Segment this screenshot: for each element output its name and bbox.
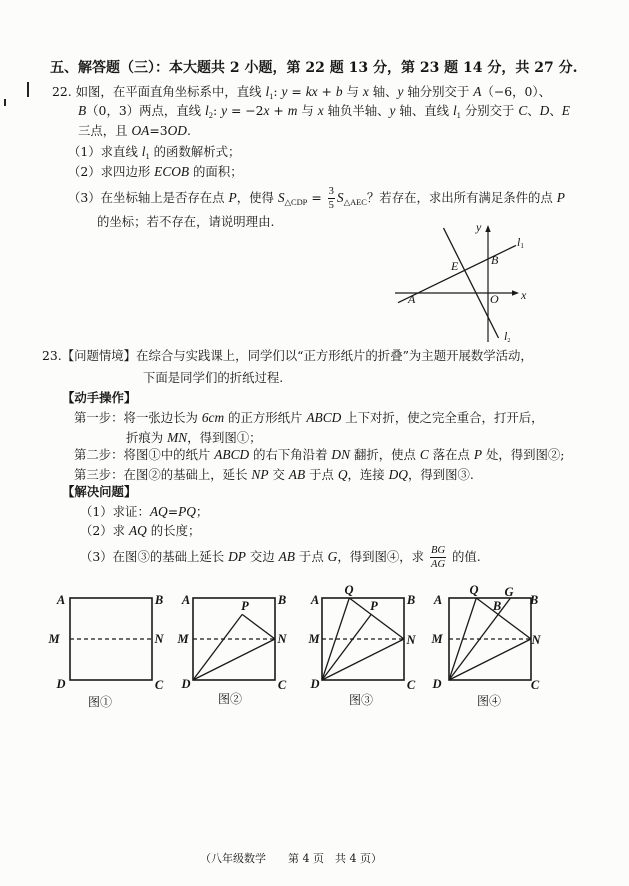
- text-run: ，得到图①；: [187, 430, 262, 445]
- vertex-label: N: [154, 632, 164, 646]
- segment-dn: [322, 639, 404, 680]
- figure-caption: 图④: [476, 694, 502, 708]
- q23-step-1: [74, 410, 544, 426]
- text-run: 【动手操作】: [62, 390, 137, 405]
- text-run: 【解决问题】: [62, 484, 137, 499]
- math-symbol: C: [518, 103, 528, 118]
- point-e-label: E: [451, 259, 459, 273]
- text-run: （3）在坐标轴上是否存在点: [68, 190, 229, 206]
- square-abcd: [70, 598, 152, 680]
- fraction-numerator: 3: [328, 186, 335, 199]
- text-run: 、: [549, 103, 562, 118]
- math-symbol: ABCD: [306, 410, 342, 425]
- q23-step-3: [74, 467, 474, 483]
- text-run: 的值.: [448, 549, 481, 565]
- text-run: =3: [149, 123, 168, 138]
- square-abcd: [322, 598, 404, 680]
- vertex-label: D: [181, 677, 191, 691]
- origin-label: O: [490, 292, 499, 306]
- text-run: 轴、直线: [395, 103, 453, 118]
- text-run: 下面是同学们的折纸过程.: [143, 370, 284, 385]
- text-run: 第三步：在图②的基础上，延长: [74, 467, 252, 482]
- subscript: △CDP: [284, 197, 308, 207]
- figure-caption: 图①: [87, 695, 113, 709]
- vertex-label: N: [277, 632, 287, 646]
- text-run: 轴、: [368, 84, 398, 99]
- segment-pn: [242, 614, 275, 639]
- math-symbol: G: [327, 549, 338, 565]
- segment-dn: [193, 639, 275, 680]
- text-run: 的面积；: [189, 164, 243, 179]
- subscript: 2: [208, 109, 213, 120]
- vertex-label: Q: [344, 583, 354, 597]
- q22-line: [78, 103, 570, 123]
- text-run: 交边: [245, 549, 279, 565]
- math-symbol: NP: [251, 467, 269, 482]
- text-run: 处，得到图②;: [482, 447, 565, 462]
- text-run: :: [212, 103, 222, 118]
- text-run: （1）求直线: [68, 144, 142, 159]
- text-run: 交: [268, 467, 289, 482]
- math-symbol: DN: [331, 447, 350, 462]
- vertex-label: M: [177, 632, 189, 646]
- fraction: [430, 545, 446, 570]
- text-run: （3）在图③的基础上延长: [80, 549, 229, 565]
- math-symbol: MN: [167, 430, 188, 445]
- q23-line: [143, 370, 283, 386]
- math-symbol: P: [228, 190, 237, 206]
- fraction: [328, 186, 335, 211]
- text-run: ，连接: [347, 467, 389, 482]
- text-run: 落在点: [428, 447, 474, 462]
- math-symbol: P: [556, 190, 565, 206]
- text-run: 翻折，使点: [350, 447, 420, 462]
- math-symbol: y: [281, 84, 288, 99]
- vertex-label: C: [530, 678, 540, 692]
- q23-line: [42, 348, 533, 364]
- vertex-label: P: [370, 599, 378, 613]
- fraction-denominator: 5: [328, 200, 334, 212]
- segment-dp: [193, 614, 242, 680]
- text-run: ，使得: [236, 190, 278, 206]
- math-symbol: AQ: [129, 523, 147, 538]
- q23-step-2: [74, 447, 564, 463]
- page-footer: （八年级数学 第 4 页 共 4 页）: [200, 852, 382, 865]
- math-symbol: y: [397, 84, 404, 99]
- math-symbol: AB: [278, 549, 295, 565]
- q22-coordinate-figure: [380, 215, 540, 350]
- math-symbol: B: [78, 103, 87, 118]
- text-run: 的正方形纸片: [224, 410, 307, 425]
- text-run: ，得到图③.: [407, 467, 474, 482]
- text-run: 与: [297, 103, 318, 118]
- text-run: （−6，0）、: [481, 84, 551, 99]
- point-b-label: B: [491, 253, 499, 267]
- math-symbol: S: [277, 190, 285, 206]
- math-symbol: m: [287, 103, 298, 118]
- math-symbol: b: [335, 84, 343, 99]
- line-l1-name: l: [517, 235, 521, 249]
- text-run: .: [186, 123, 191, 138]
- vertex-label: D: [310, 677, 320, 691]
- q23-part-3: [80, 545, 481, 570]
- q23-section-heading: [62, 484, 136, 500]
- subscript: 1: [456, 109, 461, 120]
- q22-part-2: [68, 164, 243, 180]
- text-run: 轴分别交于: [403, 84, 474, 99]
- text-run: 22. 如图，在平面直角坐标系中，直线: [52, 84, 266, 99]
- q23-part-1: [80, 504, 208, 520]
- math-symbol: DP: [228, 549, 246, 565]
- square-abcd: [449, 598, 531, 680]
- scan-mark: [4, 99, 6, 106]
- text-run: 第一步：将一张边长为: [74, 410, 202, 425]
- text-run: 与: [342, 84, 363, 99]
- x-axis-arrow-icon: [512, 290, 519, 295]
- text-run: 的长度；: [146, 523, 201, 538]
- math-symbol: l: [265, 84, 270, 99]
- math-symbol: x: [317, 103, 324, 118]
- line-l2-name: l: [504, 329, 508, 343]
- figure-caption: 图③: [348, 693, 374, 707]
- vertex-label: A: [181, 593, 191, 607]
- text-run: 三点，且: [78, 123, 132, 138]
- subscript: 1: [145, 150, 150, 161]
- text-run: +: [269, 103, 288, 118]
- figure-1: [47, 593, 164, 709]
- vertex-label: B: [277, 593, 287, 607]
- q23-part-2: [80, 523, 200, 539]
- figure-caption: 图②: [217, 692, 243, 706]
- text-run: =: [307, 190, 326, 206]
- line-l2-subscript: 2: [507, 338, 511, 344]
- math-symbol: DQ: [388, 467, 408, 482]
- text-run: :: [273, 84, 282, 99]
- math-symbol: PQ: [178, 504, 196, 519]
- vertex-label: B: [406, 593, 416, 607]
- vertex-label: Q: [469, 583, 479, 597]
- math-symbol: y: [389, 103, 396, 118]
- math-symbol: OA: [131, 123, 150, 138]
- fraction-denominator: AG: [431, 559, 446, 571]
- math-symbol: A: [473, 84, 482, 99]
- math-symbol: x: [362, 84, 369, 99]
- math-symbol: l: [141, 144, 146, 159]
- square-abcd: [193, 598, 275, 680]
- text-run: 的函数解析式；: [149, 144, 241, 159]
- q22-line: [52, 84, 551, 104]
- math-symbol: ABCD: [214, 447, 250, 462]
- text-run: 轴负半轴、: [323, 103, 390, 118]
- segment-dp: [322, 614, 371, 680]
- text-run: （0，3）两点，直线: [86, 103, 206, 118]
- vertex-label: B: [529, 593, 539, 607]
- vertex-label: C: [154, 678, 164, 692]
- q22-part-3-continued: [97, 214, 274, 230]
- math-symbol: ECOB: [154, 164, 190, 179]
- text-run: （2）求四边形: [68, 164, 155, 179]
- text-run: 、: [527, 103, 540, 118]
- math-symbol: D: [539, 103, 550, 118]
- vertex-label: C: [277, 678, 287, 692]
- vertex-label: B: [492, 599, 502, 613]
- q22-part-3: [68, 186, 565, 213]
- text-run: 上下对折，使之完全重合，打开后，: [341, 410, 544, 425]
- text-run: +: [317, 84, 336, 99]
- vertex-label: N: [531, 633, 541, 647]
- text-run: 于点: [294, 549, 328, 565]
- figure-4: [430, 583, 541, 708]
- y-axis-label: y: [476, 220, 482, 234]
- math-symbol: kx: [305, 84, 318, 99]
- vertex-label: A: [56, 593, 66, 607]
- section-header: 五、解答题（三）：本大题共 2 小题，第 22 题 13 分，第 23 题 14 分，共 27 分.: [50, 60, 578, 76]
- vertex-label: D: [56, 677, 66, 691]
- vertex-label: B: [154, 593, 164, 607]
- text-run: 第二步：将图①中的纸片: [74, 447, 215, 462]
- text-run: ？若存在，求出所有满足条件的点: [366, 190, 557, 206]
- text-run: 23.【问题情境】在综合与实践课上，同学们以“正方形纸片的折叠”为主题开展数学活动，: [42, 348, 533, 363]
- vertex-label: M: [48, 632, 60, 646]
- figure-2: [176, 593, 287, 706]
- math-symbol: x: [263, 103, 270, 118]
- vertex-label: M: [431, 632, 443, 646]
- scan-mark: [27, 82, 29, 97]
- vertex-label: D: [432, 677, 442, 691]
- text-run: 的右下角沿着: [249, 447, 332, 462]
- math-symbol: AQ: [149, 504, 168, 519]
- math-symbol: 6cm: [201, 410, 225, 425]
- vertex-label: P: [241, 599, 249, 613]
- segment-dn: [449, 639, 531, 680]
- q22-line: [78, 123, 191, 139]
- line-l1-label: [517, 235, 524, 250]
- subscript: △AEC: [343, 197, 367, 207]
- text-run: ；: [195, 504, 209, 519]
- point-a-label: A: [408, 292, 416, 306]
- y-axis-arrow-icon: [485, 225, 490, 232]
- text-run: 的坐标；若不存在，请说明理由.: [97, 214, 275, 229]
- math-symbol: E: [561, 103, 570, 118]
- math-symbol: AB: [288, 467, 306, 482]
- q23-section-heading: [62, 390, 136, 406]
- vertex-label: M: [308, 632, 320, 646]
- text-run: =: [167, 504, 179, 519]
- math-symbol: C: [419, 447, 429, 462]
- math-symbol: S: [336, 190, 344, 206]
- x-axis-label: x: [521, 288, 527, 302]
- math-symbol: Q: [337, 467, 348, 482]
- q23-figures: [40, 580, 600, 715]
- q22-part-1: [68, 144, 240, 164]
- math-symbol: OD: [167, 123, 187, 138]
- math-symbol: l: [452, 103, 457, 118]
- text-run: 分别交于: [460, 103, 519, 118]
- vertex-label: A: [433, 593, 443, 607]
- text-run: 于点: [305, 467, 338, 482]
- math-symbol: l: [205, 103, 209, 118]
- text-run: ，得到图④，求: [337, 549, 429, 565]
- vertex-label: G: [504, 585, 514, 599]
- text-run: = −2: [227, 103, 264, 118]
- line-l2-label: [504, 329, 510, 344]
- text-run: 折痕为: [126, 430, 168, 445]
- math-symbol: P: [473, 447, 482, 462]
- figure-3: [307, 583, 416, 707]
- line-l1-subscript: 1: [520, 242, 524, 250]
- text-run: （1）求证：: [80, 504, 150, 519]
- vertex-label: A: [310, 593, 320, 607]
- fraction-numerator: BG: [430, 545, 446, 558]
- subscript: 1: [269, 90, 274, 101]
- line-l2: [444, 228, 499, 338]
- text-run: （2）求: [80, 523, 129, 538]
- math-symbol: y: [221, 103, 228, 118]
- text-run: =: [287, 84, 306, 99]
- vertex-label: C: [406, 678, 416, 692]
- q23-step-1-continued: [126, 430, 262, 446]
- vertex-label: N: [406, 633, 416, 647]
